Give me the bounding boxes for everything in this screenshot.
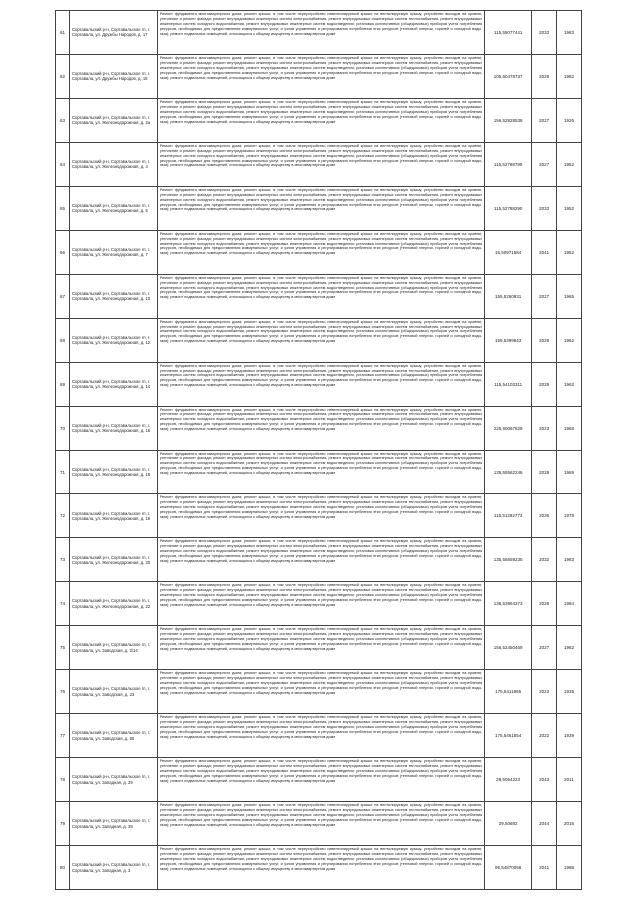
address-cell: Сортавальский р-н, Сортавальское гп, г. Сортавала, ул. Дружбы Народов, д. 17 [70, 11, 158, 55]
planned-year-cell: 2036 [532, 494, 557, 538]
row-number: 76 [56, 670, 70, 714]
works-list-cell: Ремонт фундамента многоквартирного дома; ремонт крыши, в том числе переустройство невентилируемой крыши на вентилируемую крышу, устройство выходов на кровлю; утепление и ремонт фасада; ремонт внутридомовых инженерных систем электроснабжения, ремонт внутридомовых инженерных систем теплоснабжения, ремонт внутридомовых инженерных систем холодного водоснабжения, ремонт внутридомовых инженерных систем водоотведения; установка коллективных (общедомовых) приборов учета потребления ресурсов, необходимых для предоставления коммунальных услуг, и узлов управления и регулирования потребления этих ресурсов (тепловой энергии, горячей и холодной воды, газа); ремонт подвальных помещений, относящихся к общему имуществу в многоквартирном доме [158, 363, 485, 407]
build-year-cell: 1983 [557, 11, 582, 55]
planned-year-cell: 2027 [532, 143, 557, 187]
area-value-cell: 15,50971584 [485, 231, 532, 275]
area-value-cell: 175,5411865 [485, 670, 532, 714]
address-cell: Сортавальский р-н, Сортавальское гп, г. Сортавала, ул. Железнодорожная, д. 10 [70, 275, 158, 319]
table-row [56, 494, 582, 538]
table-row [56, 802, 582, 846]
row-number: 65 [56, 187, 70, 231]
works-list-cell: Ремонт фундамента многоквартирного дома; ремонт крыши, в том числе переустройство невентилируемой крыши на вентилируемую крышу, устройство выходов на кровлю; утепление и ремонт фасада; ремонт внутридомовых инженерных систем электроснабжения, ремонт внутридомовых инженерных систем теплоснабжения, ремонт внутридомовых инженерных систем холодного водоснабжения, ремонт внутридомовых инженерных систем водоотведения; установка коллективных (общедомовых) приборов учета потребления ресурсов, необходимых для предоставления коммунальных услуг, и узлов управления и регулирования потребления этих ресурсов (тепловой энергии, горячей и холодной воды, газа); ремонт подвальных помещений, относящихся к общему имуществу в многоквартирном доме [158, 582, 485, 626]
planned-year-cell: 2028 [532, 55, 557, 99]
works-list-cell: Ремонт фундамента многоквартирного дома; ремонт крыши, в том числе переустройство невентилируемой крыши на вентилируемую крышу, устройство выходов на кровлю; утепление и ремонт фасада; ремонт внутридомовых инженерных систем электроснабжения, ремонт внутридомовых инженерных систем теплоснабжения, ремонт внутридомовых инженерных систем холодного водоснабжения, ремонт внутридомовых инженерных систем водоотведения; установка коллективных (общедомовых) приборов учета потребления ресурсов, необходимых для предоставления коммунальных услуг, и узлов управления и регулирования потребления этих ресурсов (тепловой энергии, горячей и холодной воды, газа); ремонт подвальных помещений, относящихся к общему имуществу в многоквартирном доме [158, 11, 485, 55]
planned-year-cell: 2033 [532, 11, 557, 55]
build-year-cell: 1962 [557, 363, 582, 407]
build-year-cell: 1939 [557, 714, 582, 758]
address-cell: Сортавальский р-н, Сортавальское гп, г. Сортавала, ул. Железнодорожная, д. 19 [70, 494, 158, 538]
works-list-cell: Ремонт фундамента многоквартирного дома; ремонт крыши, в том числе переустройство невентилируемой крыши на вентилируемую крышу, устройство выходов на кровлю; утепление и ремонт фасада; ремонт внутридомовых инженерных систем электроснабжения, ремонт внутридомовых инженерных систем теплоснабжения, ремонт внутридомовых инженерных систем холодного водоснабжения, ремонт внутридомовых инженерных систем водоотведения; установка коллективных (общедомовых) приборов учета потребления ресурсов, необходимых для предоставления коммунальных услуг, и узлов управления и регулирования потребления этих ресурсов (тепловой энергии, горячей и холодной воды, газа); ремонт подвальных помещений, относящихся к общему имуществу в многоквартирном доме [158, 231, 485, 275]
planned-year-cell: 2028 [532, 451, 557, 495]
area-value-cell: 225,90067829 [485, 407, 532, 451]
address-cell: Сортавальский р-н, Сортавальское гп, г. Сортавала, ул. Железнодорожная, д. 16 [70, 407, 158, 451]
area-value-cell: 135,55659235 [485, 538, 532, 582]
table-row [56, 538, 582, 582]
address-cell: Сортавальский р-н, Сортавальское гп, г. Сортавала, ул. Заводская, д. 50 [70, 714, 158, 758]
planned-year-cell: 2027 [532, 99, 557, 143]
area-value-cell: 156,52828538 [485, 99, 532, 143]
table-row [56, 758, 582, 802]
row-number: 74 [56, 582, 70, 626]
table-row [56, 582, 582, 626]
planned-year-cell: 2027 [532, 626, 557, 670]
address-cell: Сортавальский р-н, Сортавальское гп, г. Сортавала, ул. Железнодорожная, д. 7 [70, 231, 158, 275]
table-row [56, 363, 582, 407]
address-cell: Сортавальский р-н, Сортавальское гп, г. Сортавала, ул. Железнодорожная, д. 14 [70, 363, 158, 407]
planned-year-cell: 2023 [532, 407, 557, 451]
works-list-cell: Ремонт фундамента многоквартирного дома; ремонт крыши, в том числе переустройство невентилируемой крыши на вентилируемую крышу, устройство выходов на кровлю; утепление и ремонт фасада; ремонт внутридомовых инженерных систем электроснабжения, ремонт внутридомовых инженерных систем теплоснабжения, ремонт внутридомовых инженерных систем холодного водоснабжения, ремонт внутридомовых инженерных систем водоотведения; установка коллективных (общедомовых) приборов учета потребления ресурсов, необходимых для предоставления коммунальных услуг, и узлов управления и регулирования потребления этих ресурсов (тепловой энергии, горячей и холодной воды, газа); ремонт подвальных помещений, относящихся к общему имуществу в многоквартирном доме [158, 187, 485, 231]
address-cell: Сортавальский р-н, Сортавальское гп, г. Сортавала, ул. Заводская, д. 2/14 [70, 626, 158, 670]
address-cell: Сортавальский р-н, Сортавальское гп, г. Сортавала, ул. Железнодорожная, д. 4 [70, 143, 158, 187]
row-number: 72 [56, 494, 70, 538]
planned-year-cell: 2029 [532, 363, 557, 407]
address-cell: Сортавальский р-н, Сортавальское гп, г. Сортавала, ул. Железнодорожная, д. 18 [70, 451, 158, 495]
works-list-cell: Ремонт фундамента многоквартирного дома; ремонт крыши, в том числе переустройство невентилируемой крыши на вентилируемую крышу, устройство выходов на кровлю; утепление и ремонт фасада; ремонт внутридомовых инженерных систем электроснабжения, ремонт внутридомовых инженерных систем теплоснабжения, ремонт внутридомовых инженерных систем холодного водоснабжения, ремонт внутридомовых инженерных систем водоотведения; установка коллективных (общедомовых) приборов учета потребления ресурсов, необходимых для предоставления коммунальных услуг, и узлов управления и регулирования потребления этих ресурсов (тепловой энергии, горячей и холодной воды, газа); ремонт подвальных помещений, относящихся к общему имуществу в многоквартирном доме [158, 714, 485, 758]
capital-repair-table [55, 10, 582, 890]
row-number: 80 [56, 846, 70, 890]
planned-year-cell: 2028 [532, 319, 557, 363]
works-list-cell: Ремонт фундамента многоквартирного дома; ремонт крыши, в том числе переустройство невентилируемой крыши на вентилируемую крышу, устройство выходов на кровлю; утепление и ремонт фасада; ремонт внутридомовых инженерных систем электроснабжения, ремонт внутридомовых инженерных систем теплоснабжения, ремонт внутридомовых инженерных систем холодного водоснабжения, ремонт внутридомовых инженерных систем водоотведения; установка коллективных (общедомовых) приборов учета потребления ресурсов, необходимых для предоставления коммунальных услуг, и узлов управления и регулирования потребления этих ресурсов (тепловой энергии, горячей и холодной воды, газа); ремонт подвальных помещений, относящихся к общему имуществу в многоквартирном доме [158, 494, 485, 538]
build-year-cell: 1952 [557, 231, 582, 275]
row-number: 77 [56, 714, 70, 758]
address-cell: Сортавальский р-н, Сортавальское гп, г. Сортавала, ул. Западная, д. 29 [70, 758, 158, 802]
works-list-cell: Ремонт фундамента многоквартирного дома; ремонт крыши, в том числе переустройство невентилируемой крыши на вентилируемую крышу, устройство выходов на кровлю; утепление и ремонт фасада; ремонт внутридомовых инженерных систем электроснабжения, ремонт внутридомовых инженерных систем теплоснабжения, ремонт внутридомовых инженерных систем холодного водоснабжения, ремонт внутридомовых инженерных систем водоотведения; установка коллективных (общедомовых) приборов учета потребления ресурсов, необходимых для предоставления коммунальных услуг, и узлов управления и регулирования потребления этих ресурсов (тепловой энергии, горячей и холодной воды, газа); ремонт подвальных помещений, относящихся к общему имуществу в многоквартирном доме [158, 626, 485, 670]
area-value-cell: 115,55077441 [485, 11, 532, 55]
table-row [56, 626, 582, 670]
works-list-cell: Ремонт фундамента многоквартирного дома; ремонт крыши, в том числе переустройство невентилируемой крыши на вентилируемую крышу, устройство выходов на кровлю; утепление и ремонт фасада; ремонт внутридомовых инженерных систем электроснабжения, ремонт внутридомовых инженерных систем теплоснабжения, ремонт внутридомовых инженерных систем холодного водоснабжения, ремонт внутридомовых инженерных систем водоотведения; установка коллективных (общедомовых) приборов учета потребления ресурсов, необходимых для предоставления коммунальных услуг, и узлов управления и регулирования потребления этих ресурсов (тепловой энергии, горячей и холодной воды, газа); ремонт подвальных помещений, относящихся к общему имуществу в многоквартирном доме [158, 758, 485, 802]
works-list-cell: Ремонт фундамента многоквартирного дома; ремонт крыши, в том числе переустройство невентилируемой крыши на вентилируемую крышу, устройство выходов на кровлю; утепление и ремонт фасада; ремонт внутридомовых инженерных систем электроснабжения, ремонт внутридомовых инженерных систем теплоснабжения, ремонт внутридомовых инженерных систем холодного водоснабжения, ремонт внутридомовых инженерных систем водоотведения; установка коллективных (общедомовых) приборов учета потребления ресурсов, необходимых для предоставления коммунальных услуг, и узлов управления и регулирования потребления этих ресурсов (тепловой энергии, горячей и холодной воды, газа); ремонт подвальных помещений, относящихся к общему имуществу в многоквартирном доме [158, 99, 485, 143]
row-number: 71 [56, 451, 70, 495]
row-number: 70 [56, 407, 70, 451]
works-list-cell: Ремонт фундамента многоквартирного дома; ремонт крыши, в том числе переустройство невентилируемой крыши на вентилируемую крышу, устройство выходов на кровлю; утепление и ремонт фасада; ремонт внутридомовых инженерных систем электроснабжения, ремонт внутридомовых инженерных систем теплоснабжения, ремонт внутридомовых инженерных систем холодного водоснабжения, ремонт внутридомовых инженерных систем водоотведения; установка коллективных (общедомовых) приборов учета потребления ресурсов, необходимых для предоставления коммунальных услуг, и узлов управления и регулирования потребления этих ресурсов (тепловой энергии, горячей и холодной воды, газа); ремонт подвальных помещений, относящихся к общему имуществу в многоквартирном доме [158, 670, 485, 714]
area-value-cell: 155,5399843 [485, 319, 532, 363]
row-number: 64 [56, 143, 70, 187]
build-year-cell: 1952 [557, 187, 582, 231]
works-list-cell: Ремонт фундамента многоквартирного дома; ремонт крыши, в том числе переустройство невентилируемой крыши на вентилируемую крышу, устройство выходов на кровлю; утепление и ремонт фасада; ремонт внутридомовых инженерных систем электроснабжения, ремонт внутридомовых инженерных систем теплоснабжения, ремонт внутридомовых инженерных систем холодного водоснабжения, ремонт внутридомовых инженерных систем водоотведения; установка коллективных (общедомовых) приборов учета потребления ресурсов, необходимых для предоставления коммунальных услуг, и узлов управления и регулирования потребления этих ресурсов (тепловой энергии, горячей и холодной воды, газа); ремонт подвальных помещений, относящихся к общему имуществу в многоквартирном доме [158, 538, 485, 582]
build-year-cell: 1988 [557, 846, 582, 890]
row-number: 69 [56, 363, 70, 407]
row-number: 75 [56, 626, 70, 670]
table-row [56, 319, 582, 363]
build-year-cell: 1926 [557, 99, 582, 143]
planned-year-cell: 2033 [532, 187, 557, 231]
build-year-cell: 1962 [557, 319, 582, 363]
planned-year-cell: 2028 [532, 582, 557, 626]
address-cell: Сортавальский р-н, Сортавальское гп, г. Сортавала, ул. Железнодорожная, д. 22 [70, 582, 158, 626]
area-value-cell: 115,52788290 [485, 187, 532, 231]
planned-year-cell: 2044 [532, 802, 557, 846]
row-number: 78 [56, 758, 70, 802]
planned-year-cell: 2043 [532, 758, 557, 802]
address-cell: Сортавальский р-н, Сортавальское гп, г. Сортавала, ул. Железнодорожная, д. 12 [70, 319, 158, 363]
address-cell: Сортавальский р-н, Сортавальское гп, г. Сортавала, ул. Дружбы Народов, д. 19 [70, 55, 158, 99]
address-cell: Сортавальский р-н, Сортавальское гп, г. Сортавала, ул. Западная, д. 3 [70, 846, 158, 890]
row-number: 67 [56, 275, 70, 319]
works-list-cell: Ремонт фундамента многоквартирного дома; ремонт крыши, в том числе переустройство невентилируемой крыши на вентилируемую крышу, устройство выходов на кровлю; утепление и ремонт фасада; ремонт внутридомовых инженерных систем электроснабжения, ремонт внутридомовых инженерных систем теплоснабжения, ремонт внутридомовых инженерных систем холодного водоснабжения, ремонт внутридомовых инженерных систем водоотведения; установка коллективных (общедомовых) приборов учета потребления ресурсов, необходимых для предоставления коммунальных услуг, и узлов управления и регулирования потребления этих ресурсов (тепловой энергии, горячей и холодной воды, газа); ремонт подвальных помещений, относящихся к общему имуществу в многоквартирном доме [158, 55, 485, 99]
row-number: 63 [56, 99, 70, 143]
table-row [56, 187, 582, 231]
works-list-cell: Ремонт фундамента многоквартирного дома; ремонт крыши, в том числе переустройство невентилируемой крыши на вентилируемую крышу, устройство выходов на кровлю; утепление и ремонт фасада; ремонт внутридомовых инженерных систем электроснабжения, ремонт внутридомовых инженерных систем теплоснабжения, ремонт внутридомовых инженерных систем холодного водоснабжения, ремонт внутридомовых инженерных систем водоотведения; установка коллективных (общедомовых) приборов учета потребления ресурсов, необходимых для предоставления коммунальных услуг, и узлов управления и регулирования потребления этих ресурсов (тепловой энергии, горячей и холодной воды, газа); ремонт подвальных помещений, относящихся к общему имуществу в многоквартирном доме [158, 319, 485, 363]
build-year-cell: 1962 [557, 626, 582, 670]
planned-year-cell: 2022 [532, 714, 557, 758]
planned-year-cell: 2023 [532, 670, 557, 714]
row-number: 68 [56, 319, 70, 363]
planned-year-cell: 2041 [532, 846, 557, 890]
row-number: 79 [56, 802, 70, 846]
works-list-cell: Ремонт фундамента многоквартирного дома; ремонт крыши, в том числе переустройство невентилируемой крыши на вентилируемую крышу, устройство выходов на кровлю; утепление и ремонт фасада; ремонт внутридомовых инженерных систем электроснабжения, ремонт внутридомовых инженерных систем теплоснабжения, ремонт внутридомовых инженерных систем холодного водоснабжения, ремонт внутридомовых инженерных систем водоотведения; установка коллективных (общедомовых) приборов учета потребления ресурсов, необходимых для предоставления коммунальных услуг, и узлов управления и регулирования потребления этих ресурсов (тепловой энергии, горячей и холодной воды, газа); ремонт подвальных помещений, относящихся к общему имуществу в многоквартирном доме [158, 451, 485, 495]
build-year-cell: 2011 [557, 758, 582, 802]
build-year-cell: 1969 [557, 451, 582, 495]
build-year-cell: 1965 [557, 275, 582, 319]
table-row [56, 231, 582, 275]
build-year-cell: 1984 [557, 582, 582, 626]
area-value-cell: 155,5260931 [485, 275, 532, 319]
build-year-cell: 1935 [557, 670, 582, 714]
area-value-cell: 156,52450469 [485, 626, 532, 670]
address-cell: Сортавальский р-н, Сортавальское гп, г. Сортавала, ул. Железнодорожная, д. 2а [70, 99, 158, 143]
area-value-cell: 29,5064223 [485, 758, 532, 802]
address-cell: Сортавальский р-н, Сортавальское гп, г. Сортавала, ул. Заводская, д. 23 [70, 670, 158, 714]
table-row [56, 143, 582, 187]
planned-year-cell: 2027 [532, 275, 557, 319]
build-year-cell: 1978 [557, 494, 582, 538]
build-year-cell: 1982 [557, 55, 582, 99]
table-row [56, 275, 582, 319]
area-value-cell: 115,54103311 [485, 363, 532, 407]
area-value-cell: 135,55562246 [485, 451, 532, 495]
row-number: 61 [56, 11, 70, 55]
table-row [56, 846, 582, 890]
build-year-cell: 1983 [557, 538, 582, 582]
build-year-cell: 1968 [557, 407, 582, 451]
area-value-cell: 95,54870058 [485, 846, 532, 890]
planned-year-cell: 2041 [532, 231, 557, 275]
works-list-cell: Ремонт фундамента многоквартирного дома; ремонт крыши, в том числе переустройство невентилируемой крыши на вентилируемую крышу, устройство выходов на кровлю; утепление и ремонт фасада; ремонт внутридомовых инженерных систем электроснабжения, ремонт внутридомовых инженерных систем теплоснабжения, ремонт внутридомовых инженерных систем холодного водоснабжения, ремонт внутридомовых инженерных систем водоотведения; установка коллективных (общедомовых) приборов учета потребления ресурсов, необходимых для предоставления коммунальных услуг, и узлов управления и регулирования потребления этих ресурсов (тепловой энергии, горячей и холодной воды, газа); ремонт подвальных помещений, относящихся к общему имуществу в многоквартирном доме [158, 802, 485, 846]
table-row [56, 714, 582, 758]
row-number: 73 [56, 538, 70, 582]
planned-year-cell: 2032 [532, 538, 557, 582]
area-value-cell: 29,50692 [485, 802, 532, 846]
address-cell: Сортавальский р-н, Сортавальское гп, г. Сортавала, ул. Железнодорожная, д. 5 [70, 187, 158, 231]
area-value-cell: 105,50478737 [485, 55, 532, 99]
row-number: 62 [56, 55, 70, 99]
works-list-cell: Ремонт фундамента многоквартирного дома; ремонт крыши, в том числе переустройство невентилируемой крыши на вентилируемую крышу, устройство выходов на кровлю; утепление и ремонт фасада; ремонт внутридомовых инженерных систем электроснабжения, ремонт внутридомовых инженерных систем теплоснабжения, ремонт внутридомовых инженерных систем холодного водоснабжения, ремонт внутридомовых инженерных систем водоотведения; установка коллективных (общедомовых) приборов учета потребления ресурсов, необходимых для предоставления коммунальных услуг, и узлов управления и регулирования потребления этих ресурсов (тепловой энергии, горячей и холодной воды, газа); ремонт подвальных помещений, относящихся к общему имуществу в многоквартирном доме [158, 846, 485, 890]
address-cell: Сортавальский р-н, Сортавальское гп, г. Сортавала, ул. Западная, д. 39 [70, 802, 158, 846]
area-value-cell: 136,53964373 [485, 582, 532, 626]
row-number: 66 [56, 231, 70, 275]
table-row [56, 451, 582, 495]
table-row [56, 99, 582, 143]
area-value-cell: 115,51282773 [485, 494, 532, 538]
build-year-cell: 1952 [557, 143, 582, 187]
works-list-cell: Ремонт фундамента многоквартирного дома; ремонт крыши, в том числе переустройство невентилируемой крыши на вентилируемую крышу, устройство выходов на кровлю; утепление и ремонт фасада; ремонт внутридомовых инженерных систем электроснабжения, ремонт внутридомовых инженерных систем теплоснабжения, ремонт внутридомовых инженерных систем холодного водоснабжения, ремонт внутридомовых инженерных систем водоотведения; установка коллективных (общедомовых) приборов учета потребления ресурсов, необходимых для предоставления коммунальных услуг, и узлов управления и регулирования потребления этих ресурсов (тепловой энергии, горячей и холодной воды, газа); ремонт подвальных помещений, относящихся к общему имуществу в многоквартирном доме [158, 143, 485, 187]
build-year-cell: 2016 [557, 802, 582, 846]
table-row [56, 407, 582, 451]
address-cell: Сортавальский р-н, Сортавальское гп, г. Сортавала, ул. Железнодорожная, д. 20 [70, 538, 158, 582]
area-value-cell: 175,5461854 [485, 714, 532, 758]
area-value-cell: 115,52788795 [485, 143, 532, 187]
table-row [56, 55, 582, 99]
works-list-cell: Ремонт фундамента многоквартирного дома; ремонт крыши, в том числе переустройство невентилируемой крыши на вентилируемую крышу, устройство выходов на кровлю; утепление и ремонт фасада; ремонт внутридомовых инженерных систем электроснабжения, ремонт внутридомовых инженерных систем теплоснабжения, ремонт внутридомовых инженерных систем холодного водоснабжения, ремонт внутридомовых инженерных систем водоотведения; установка коллективных (общедомовых) приборов учета потребления ресурсов, необходимых для предоставления коммунальных услуг, и узлов управления и регулирования потребления этих ресурсов (тепловой энергии, горячей и холодной воды, газа); ремонт подвальных помещений, относящихся к общему имуществу в многоквартирном доме [158, 407, 485, 451]
table-row [56, 670, 582, 714]
table-row [56, 11, 582, 55]
works-list-cell: Ремонт фундамента многоквартирного дома; ремонт крыши, в том числе переустройство невентилируемой крыши на вентилируемую крышу, устройство выходов на кровлю; утепление и ремонт фасада; ремонт внутридомовых инженерных систем электроснабжения, ремонт внутридомовых инженерных систем теплоснабжения, ремонт внутридомовых инженерных систем холодного водоснабжения, ремонт внутридомовых инженерных систем водоотведения; установка коллективных (общедомовых) приборов учета потребления ресурсов, необходимых для предоставления коммунальных услуг, и узлов управления и регулирования потребления этих ресурсов (тепловой энергии, горячей и холодной воды, газа); ремонт подвальных помещений, относящихся к общему имуществу в многоквартирном доме [158, 275, 485, 319]
